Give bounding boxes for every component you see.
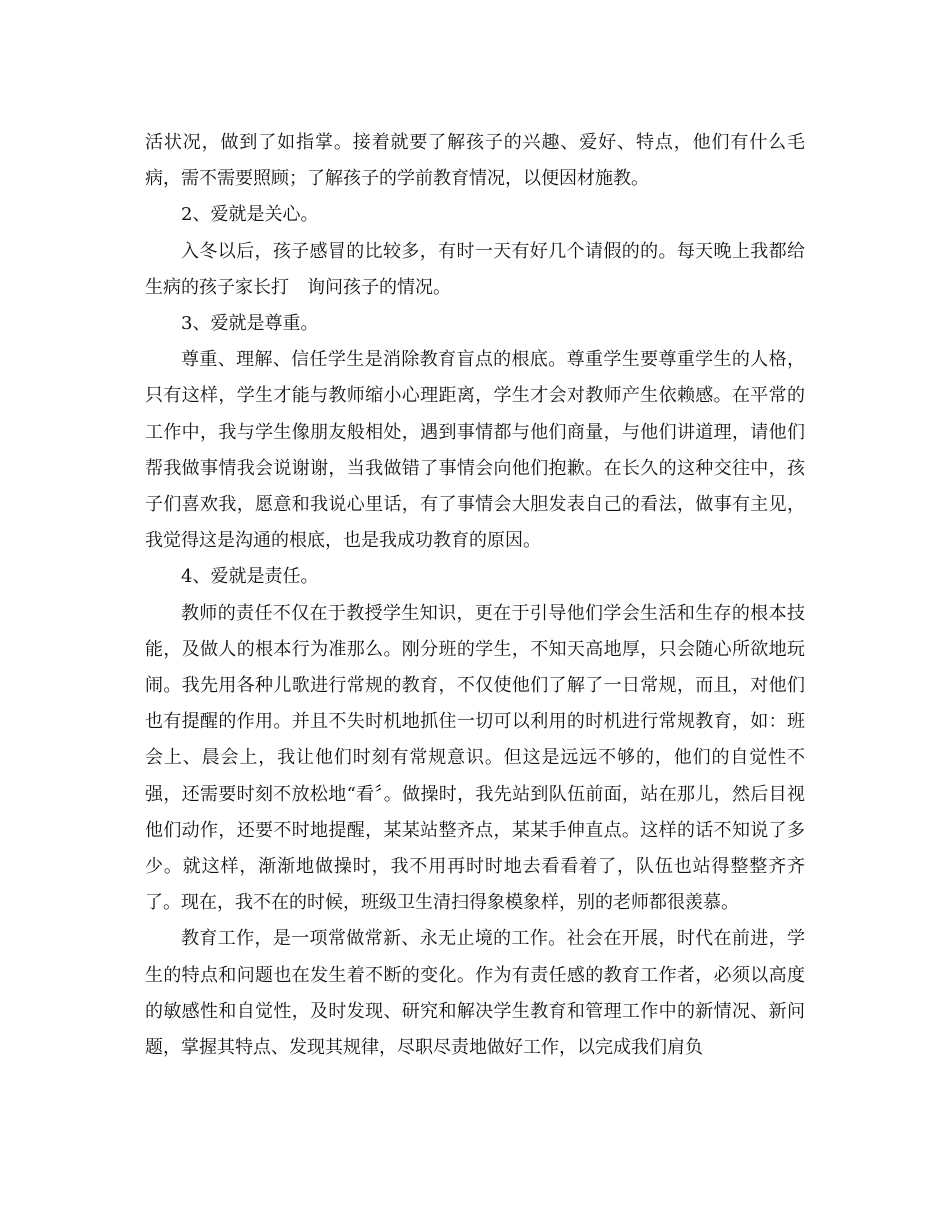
heading-care: 2、爱就是关心。 xyxy=(181,204,319,226)
heading-responsibility: 4、爱就是责任。 xyxy=(181,566,319,588)
paragraph-responsibility: 教师的责任不仅在于教授学生知识，更在于引导他们学会生活和生存的根本技能，及做人的根本行为准那么。刚分班的学生，不知天高地厚，只会随心所欲地玩闹。我先用各种儿歌进行常规的教育，不仅使他们了解了一日常规，而且，对他们也有提醒的作用。并且不失时机地抓住一切可以利用的时机进行常规教育，如：班会上、晨会上，我让他们时刻有常规意识。但这是远远不够的，他们的自觉性不强，还需要时刻不放松地“看〞。做操时，我先站到队伍前面，站在那儿，然后目视他们动作，还要不时地提醒，某某站整齐点，某某手伸直点。这样的话不知说了多少。就这样，渐渐地做操时，我不用再时时地去看看着了，队伍也站得整整齐齐了。现在，我不在的时候，班级卫生清扫得象模象样，别的老师都很羡慕。 xyxy=(145,602,805,914)
paragraph-conclusion: 教育工作，是一项常做常新、永无止境的工作。社会在开展，时代在前进，学生的特点和问题也在发生着不断的变化。作为有责任感的教育工作者，必须以高度的敏感性和自觉性，及时发现、研究和解决学生教育和管理工作中的新情况、新问题，掌握其特点、发现其规律，尽职尽责地做好工作，以完成我们肩负 xyxy=(145,928,805,1059)
paragraph-respect: 尊重、理解、信任学生是消除教育盲点的根底。尊重学生要尊重学生的人格，只有这样，学生才能与教师缩小心理距离，学生才会对教师产生依赖感。在平常的工作中，我与学生像朋友般相处，遇到事情都与他们商量，与他们讲道理，请他们帮我做事情我会说谢谢，当我做错了事情会向他们抱歉。在长久的这种交往中，孩子们喜欢我，愿意和我说心里话，有了事情会大胆发表自己的看法，做事有主见，我觉得这是沟通的根底，也是我成功教育的原因。 xyxy=(145,349,805,552)
heading-respect: 3、爱就是尊重。 xyxy=(181,313,319,335)
paragraph-continuation: 活状况，做到了如指掌。接着就要了解孩子的兴趣、爱好、特点，他们有什么毛病，需不需要照顾；了解孩子的学前教育情况，以便因材施教。 xyxy=(145,132,805,190)
paragraph-care: 入冬以后，孩子感冒的比较多，有时一天有好几个请假的的。每天晚上我都给生病的孩子家长打 询问孩子的情况。 xyxy=(145,240,805,298)
document-body xyxy=(145,125,805,1066)
